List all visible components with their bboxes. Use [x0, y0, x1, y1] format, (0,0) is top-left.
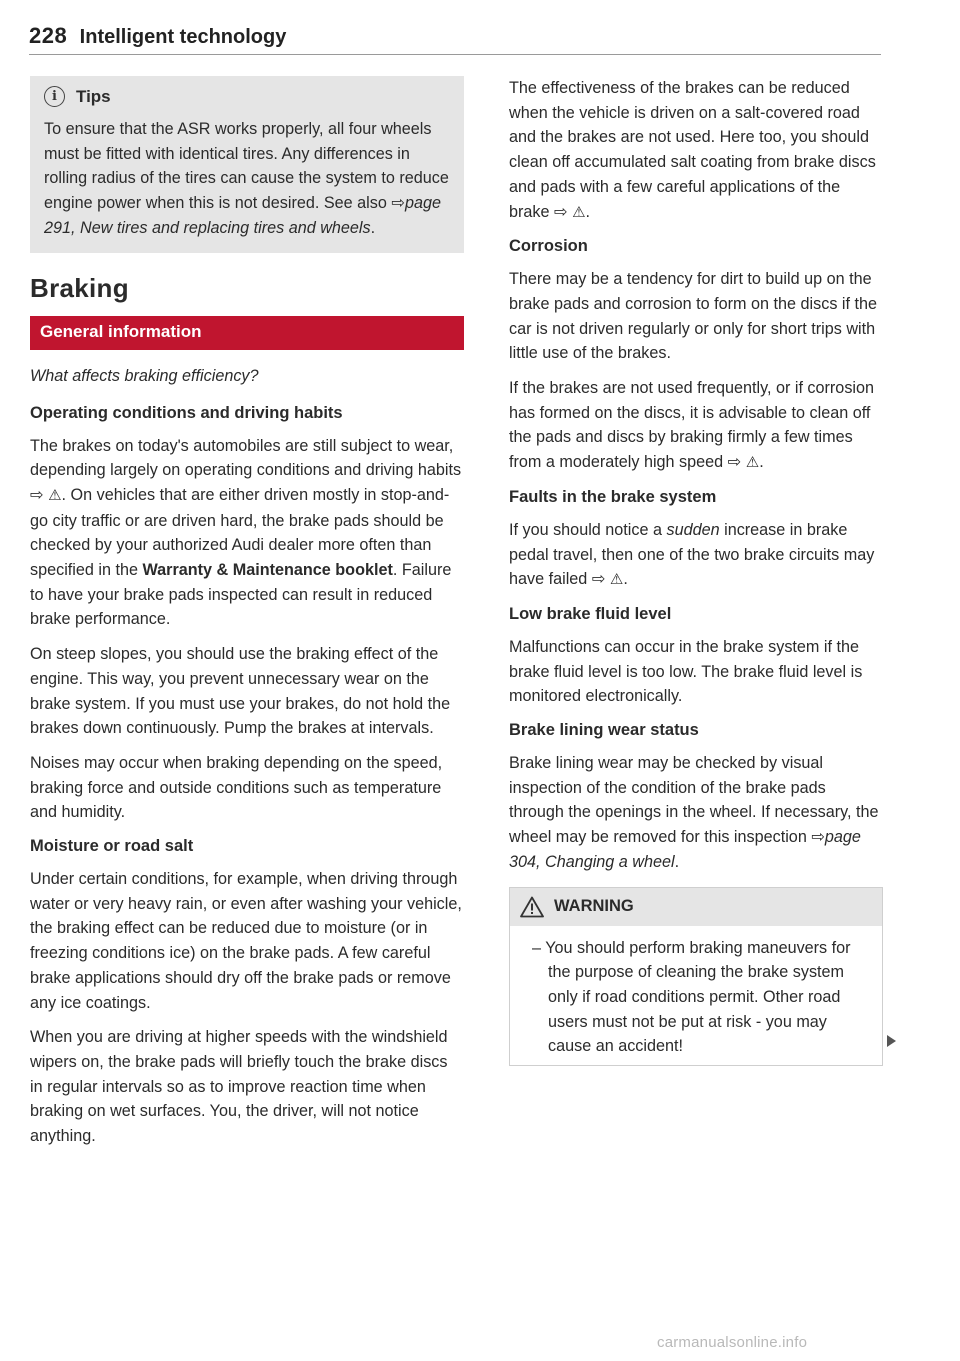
- intro-question: What affects braking efficiency?: [30, 366, 259, 385]
- warning-triangle-icon[interactable]: ⚠: [572, 203, 586, 221]
- heading-fluid: Low brake fluid level: [509, 604, 672, 623]
- tips-box: [30, 76, 464, 253]
- operating-paragraph-3: Noises may occur when braking depending on the speed, braking force and outside conditions such as temperature and humidity.: [30, 753, 443, 822]
- heading-faults: Faults in the brake system: [509, 487, 717, 506]
- page-header: [29, 23, 881, 53]
- warning-heading: [510, 888, 882, 926]
- header-rule: [29, 54, 881, 55]
- watermark: carmanualsonline.info: [657, 1334, 808, 1351]
- fluid-paragraph-1: Malfunctions can occur in the brake system if the brake fluid level is too low. The brake fluid level is monitored electronically.: [509, 637, 863, 706]
- arrow-ref-icon: ⇨: [30, 485, 44, 504]
- warning-triangle-icon[interactable]: ⚠: [609, 571, 624, 589]
- lining-paragraph-1: Brake lining wear may be checked by visual inspection of the condition of the brake pads through the openings in the wheel. If necessary, the wheel may be removed for this inspection ⇨page 304, Changing a wheel.: [509, 754, 879, 871]
- page-number: 228: [29, 23, 68, 48]
- chapter-title: Intelligent technology: [79, 26, 287, 48]
- tips-heading: [44, 86, 450, 107]
- right-column: [509, 76, 883, 1066]
- warning-item: – You should perform braking maneuvers for the purpose of cleaning the brake system only if road conditions permit. Other road users must not be put at risk - you may cause an accident!: [532, 938, 851, 1056]
- warning-box: [509, 887, 883, 1067]
- heading-operating: Operating conditions and driving habits: [30, 403, 343, 422]
- cross-reference-link[interactable]: page 304, Changing a wheel: [509, 828, 861, 871]
- booklet-name: Warranty & Maintenance booklet: [142, 561, 393, 580]
- info-icon: i: [44, 86, 65, 107]
- left-column: [30, 76, 464, 1159]
- tips-label: Tips: [76, 86, 111, 106]
- arrow-ref-icon: ⇨: [727, 453, 742, 472]
- emphasis-sudden: sudden: [666, 520, 720, 539]
- section-title: Braking: [30, 272, 129, 303]
- corrosion-paragraph-2: If the brakes are not used frequently, or if corrosion has formed on the discs, it is advisable to clean off the pads and discs by braking firmly a few times from a moderately high speed ⇨ ⚠.: [509, 376, 883, 476]
- corrosion-paragraph-1: There may be a tendency for dirt to build up on the brake pads and corrosion to form on the discs if the car is not driven regularly or only for short trips with little use of the brakes.: [509, 270, 878, 363]
- continue-arrow-icon: [887, 1035, 896, 1047]
- moisture-paragraph-3: The effectiveness of the brakes can be reduced when the vehicle is driven on a salt-covered road and the brakes are not used. Here too, you should clean off accumulated salt coating from brake discs and pads with a few careful applications of the brake ⇨ ⚠.: [509, 76, 883, 225]
- heading-lining: Brake lining wear status: [509, 721, 699, 740]
- operating-paragraph-2: On steep slopes, you should use the braking effect of the engine. This way, you prevent unnecessary wear on the brake system. If you must use your brakes, do not hold the brakes down continuously. Pump the brakes at intervals.: [30, 645, 451, 738]
- warning-triangle-icon[interactable]: ⚠: [745, 454, 760, 472]
- arrow-ref-icon: ⇨: [591, 570, 606, 589]
- moisture-paragraph-2: When you are driving at higher speeds with the windshield wipers on, the brake pads will briefly touch the brake discs in regular intervals so as to improve reaction time when braking on wet surfaces. You, the driver, will not notice anything.: [30, 1028, 448, 1146]
- tips-text: To ensure that the ASR works properly, all four wheels must be fitted with identical tires. Any differences in rolling radius of the tires can cause the system to reduce engine power when this is not desired. See also ⇨page 291, New tires and replacing tires and wheels.: [44, 120, 449, 237]
- moisture-paragraph-1: Under certain conditions, for example, when driving through water or very heavy rain, or even after washing your vehicle, the braking effect can be reduced due to moisture (or in freezing conditions ice) on the brake pads. A few careful brake applications should dry off the brake pads or remove any ice coatings.: [30, 870, 462, 1012]
- heading-moisture: Moisture or road salt: [30, 837, 194, 856]
- heading-corrosion: Corrosion: [509, 237, 588, 256]
- faults-paragraph-1: If you should notice a sudden increase in brake pedal travel, then one of the two brake circuits may have failed ⇨ ⚠.: [509, 518, 883, 593]
- arrow-ref-icon: ⇨: [811, 828, 825, 847]
- cross-reference-link[interactable]: page 291, New tires and replacing tires and wheels: [44, 194, 441, 237]
- warning-triangle-icon: [520, 896, 544, 918]
- subsection-bar: General information: [30, 316, 464, 350]
- operating-paragraph-1: The brakes on today's automobiles are still subject to wear, depending largely on operating conditions and driving habits ⇨ ⚠. On vehicles that are either driven mostly in stop-and-go city traffic or are driven hard, the brake pads should be checked by your authorized Audi dealer more often than specified in the Warranty & Maintenance booklet. Failure to have your brake pads inspected can result in reduced brake performance.: [30, 436, 462, 629]
- warning-body: [510, 926, 882, 1066]
- arrow-ref-icon: ⇨: [554, 202, 568, 221]
- warning-triangle-icon[interactable]: ⚠: [48, 486, 62, 504]
- warning-label: WARNING: [554, 897, 634, 916]
- arrow-ref-icon: ⇨: [391, 194, 405, 213]
